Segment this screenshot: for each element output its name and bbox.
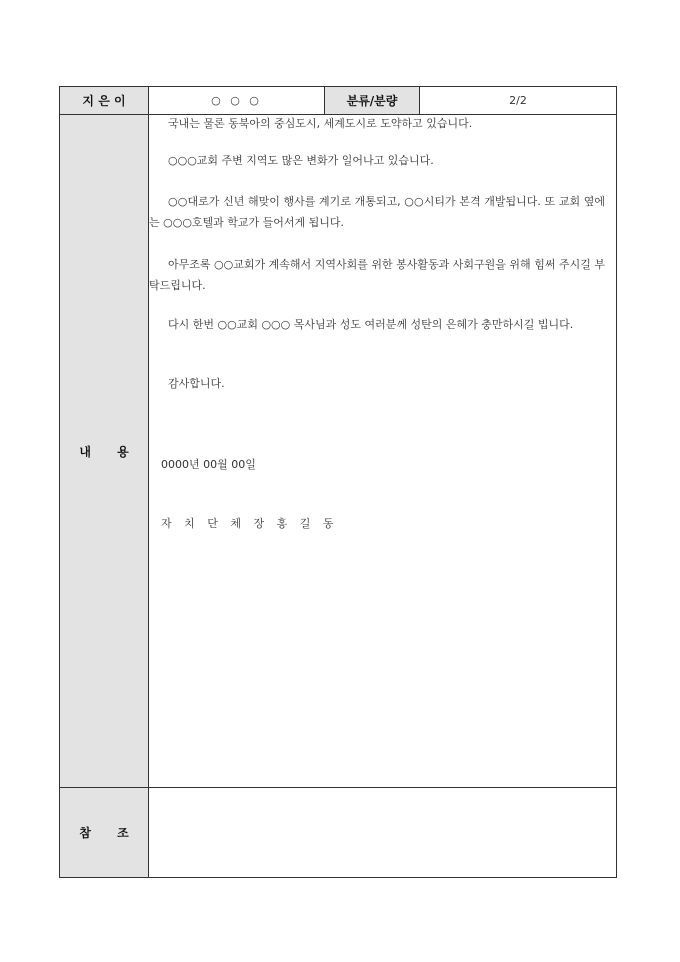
paragraph-4: 아무조록 ○○교회가 계속해서 지역사회를 위한 봉사활동과 사회구원을 위해 힘써 주시길 부탁드립니다. bbox=[149, 258, 605, 292]
reference-body bbox=[149, 788, 616, 877]
paragraph-5: 다시 한번 ○○교회 ○○○ 목사님과 성도 여러분께 성탄의 은혜가 충만하시길 빕니다. bbox=[168, 318, 574, 331]
author-value: ○ ○ ○ bbox=[211, 94, 262, 107]
reference-label-cell bbox=[60, 788, 149, 877]
category-value-cell bbox=[420, 87, 616, 114]
category-label: 분류/분량 bbox=[346, 94, 398, 108]
header-row bbox=[60, 87, 616, 115]
paragraph-6: 감사합니다. bbox=[168, 377, 225, 390]
paragraph-3: ○○대로가 신년 해맞이 행사를 계기로 개통되고, ○○시티가 본격 개발됩니다. 또 교회 옆에는 ○○○호텔과 학교가 들어서게 됩니다. bbox=[149, 195, 605, 229]
content-row bbox=[60, 115, 616, 788]
date-line: 0000년 00월 00일 bbox=[161, 458, 256, 471]
category-label-cell bbox=[325, 87, 420, 114]
reference-label: 참 조 bbox=[79, 826, 129, 840]
content-label: 내 용 bbox=[79, 444, 129, 459]
content-body bbox=[149, 115, 616, 787]
document-form bbox=[59, 86, 617, 878]
author-label: 지 은 이 bbox=[82, 94, 126, 108]
category-value: 2/2 bbox=[509, 94, 527, 107]
reference-row bbox=[60, 788, 616, 877]
paragraph-1: 국내는 물론 동북아의 중심도시, 세계도시로 도약하고 있습니다. bbox=[168, 117, 473, 130]
author-value-cell bbox=[149, 87, 325, 114]
content-label-cell bbox=[60, 115, 149, 787]
author-label-cell bbox=[60, 87, 149, 114]
paragraph-2: ○○○교회 주변 지역도 많은 변화가 일어나고 있습니다. bbox=[168, 154, 434, 167]
signature-line: 자 치 단 체 장 홍 길 동 bbox=[161, 517, 334, 530]
